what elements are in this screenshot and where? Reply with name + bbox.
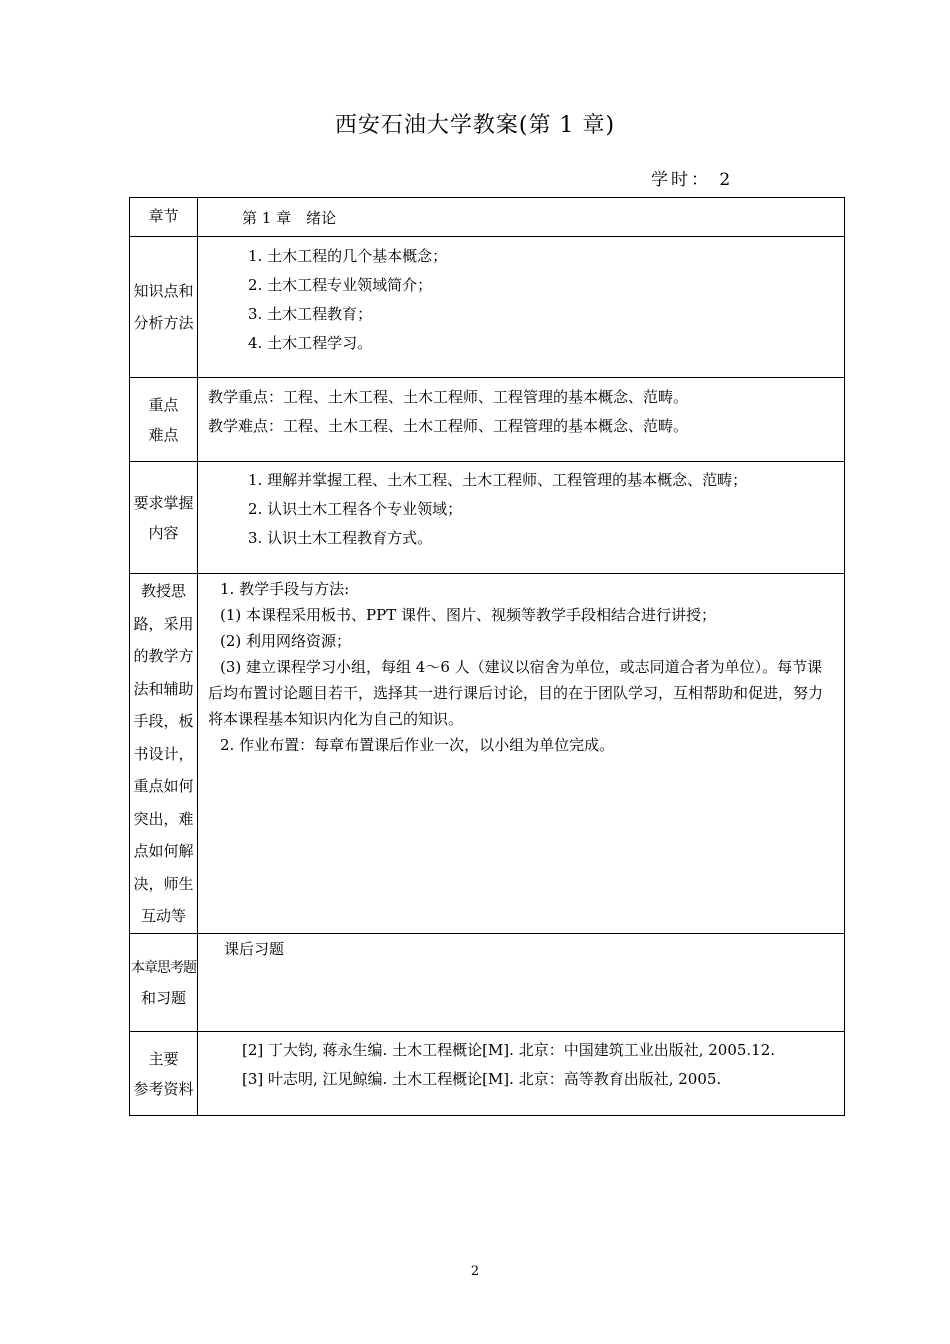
list-item: 2. 土木工程专业领域简介； — [248, 276, 433, 294]
teaching-sub-item: (1) 本课程采用板书、PPT 课件、图片、视频等教学手段相结合进行讲授； — [220, 606, 716, 624]
reference-item: [3] 叶志明, 江见鲸编. 土木工程概论[M]. 北京：高等教育出版社, 2005. — [242, 1070, 722, 1088]
key-points-content-cell — [198, 378, 845, 462]
teaching-sub-item: (2) 利用网络资源； — [220, 632, 352, 650]
knowledge-label-line: 知识点和 — [133, 282, 194, 300]
chapter-label: 章节 — [148, 207, 179, 225]
page-number: 2 — [470, 1264, 480, 1279]
list-item: 4. 土木工程学习。 — [248, 334, 373, 352]
knowledge-content-cell — [198, 237, 845, 378]
class-hours: 学时： 2 — [651, 170, 734, 190]
key-points-label-line: 难点 — [148, 425, 179, 444]
teaching-label-line: 教授思 — [140, 582, 186, 600]
teaching-label-line: 路，采用 — [133, 614, 194, 633]
chapter-content: 第 1 章 绪论 — [242, 209, 337, 227]
row-key-points — [130, 378, 845, 462]
row-knowledge — [130, 237, 845, 378]
teaching-label-line: 的教学方 — [133, 647, 194, 665]
exercises-label-line: 和习题 — [140, 988, 186, 1007]
row-requirements — [130, 462, 845, 574]
row-chapter — [130, 198, 845, 237]
teaching-label-line: 手段，板 — [133, 712, 194, 730]
teaching-label-line: 书设计， — [133, 744, 194, 763]
teaching-label-line: 决，师生 — [133, 874, 194, 893]
list-item: 3. 认识土木工程教育方式。 — [248, 529, 433, 547]
references-label-cell — [130, 1032, 198, 1116]
teaching-sub-item: (3) 建立课程学习小组，每组 4～6 人（建议以宿舍为单位，或志同道合者为单位）。每节课后均布置讨论题目若干，选择其一进行课后讨论，目的在于团队学习，互相帮助和促进，努力将本课程基本知识内化为自己的知识。 — [208, 658, 824, 728]
references-content-cell — [198, 1032, 845, 1116]
requirements-label-line: 要求掌握 — [133, 493, 194, 512]
row-references — [130, 1032, 845, 1116]
teaching-label-line: 重点如何 — [133, 777, 194, 795]
teaching-label-line: 点如何解 — [133, 842, 194, 860]
key-points-label-line: 重点 — [148, 395, 179, 414]
exercises-label-cell — [130, 934, 198, 1032]
exercises-content: 课后习题 — [224, 940, 285, 958]
lesson-plan-table — [129, 197, 845, 1116]
homework-line: 2. 作业布置：每章布置课后作业一次，以小组为单位完成。 — [220, 736, 615, 754]
chapter-label-cell — [130, 198, 198, 237]
teaching-label-line: 互动等 — [140, 907, 186, 925]
key-points-label-cell — [130, 378, 198, 462]
requirements-label-cell — [130, 462, 198, 574]
teaching-heading: 1. 教学手段与方法: — [220, 580, 350, 598]
row-teaching — [130, 574, 845, 934]
list-item: 1. 土木工程的几个基本概念； — [248, 247, 448, 265]
references-label-line: 主要 — [148, 1049, 179, 1068]
knowledge-label-line: 分析方法 — [133, 314, 194, 332]
row-exercises — [130, 934, 845, 1032]
difficulty-line: 教学难点：工程、土木工程、土木工程师、工程管理的基本概念、范畴。 — [208, 417, 689, 435]
page-title: 西安石油大学教案(第 1 章) — [334, 113, 616, 138]
knowledge-label-cell — [130, 237, 198, 378]
teaching-content-cell — [198, 574, 845, 934]
teaching-label-cell — [130, 574, 198, 934]
exercises-label-line: 本章思考题 — [131, 959, 196, 976]
list-item: 1. 理解并掌握工程、土木工程、土木工程师、工程管理的基本概念、范畴； — [248, 471, 748, 489]
list-item: 3. 土木工程教育； — [248, 305, 373, 323]
key-point-line: 教学重点：工程、土木工程、土木工程师、工程管理的基本概念、范畴。 — [208, 388, 689, 406]
requirements-label-line: 内容 — [148, 523, 179, 542]
chapter-content-cell — [198, 198, 845, 237]
list-item: 2. 认识土木工程各个专业领域； — [248, 500, 463, 518]
references-label-line: 参考资料 — [133, 1079, 194, 1098]
teaching-label-line: 突出，难 — [133, 809, 194, 828]
exercises-content-cell — [198, 934, 845, 1032]
teaching-label-line: 法和辅助 — [133, 679, 194, 698]
requirements-content-cell — [198, 462, 845, 574]
reference-item: [2] 丁大钧, 蒋永生编. 土木工程概论[M]. 北京：中国建筑工业出版社, 2005.12. — [242, 1041, 776, 1059]
